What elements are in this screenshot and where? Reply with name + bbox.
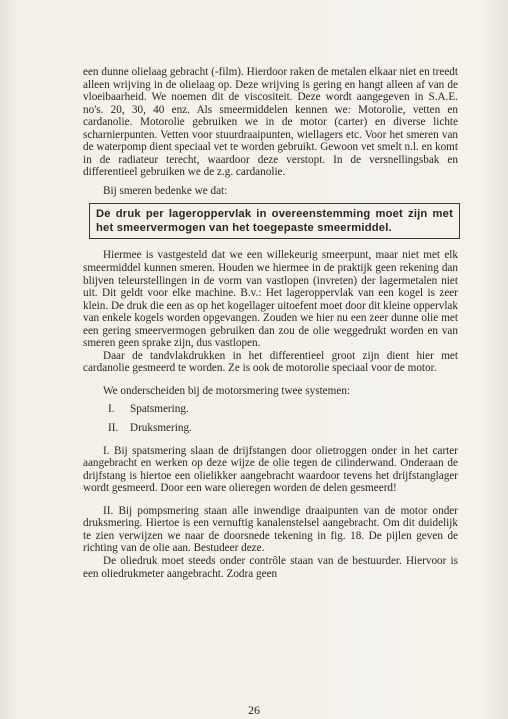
boxed-rule: De druk per lageroppervlak in overeenstemming moet zijn met het smeervermogen van het toegepaste smeermiddel. <box>89 203 460 239</box>
paragraph-differential: Daar de tandvlakdrukken in het differentieel groot zijn dient hier met cardanolie gesmeerd te worden. Ze is ook de motorolie speciaal voor de motor. <box>83 349 458 375</box>
list-item-system-1: I. Spatsmering. <box>108 403 189 416</box>
paragraph-oil-pressure: De oliedruk moet steeds onder contrôle staan van de bestuurder. Hiervoor is een oliedrukmeter aangebracht. Zodra geen <box>83 554 458 580</box>
paragraph-pressure-lubrication: II. Bij pompsmering staan alle inwendige draaipunten van de motor onder druksmering. Hiertoe is een vernuftig kanalenstelsel aangebracht. Om dit duidelijk te zien verwijzen we naar de doorsnede tekening in fig. 18. De pijlen geven de richting van de olie aan. Bestudeer deze. <box>83 504 458 555</box>
paragraph-lubricants: een dunne olielaag gebracht (-film). Hierdoor raken de metalen elkaar niet en treedt alleen wrijving in de olielaag op. Deze wrijving is gering en hangt alleen af van de vloeibaarheid. We noemen dit de viscositeit. Deze wordt aangegeven in S.A.E. no's. 20, 30, 40 enz. Als smeermiddelen kennen we: Motorolie, vetten en cardanolie. Motorolie gebruiken we in de motor (carter) en diverse lichte scharnierpunten. Vetten voor stuurdraaipunten, wiellagers etc. Voor het smeren van de waterpomp dient speciaal vet te worden gebruikt. Gewoon vet smelt n.l. en komt in de radiateur terecht, waardoor deze verstopt. In de versnellingsbak en differentieel gebruiken we de z.g. cardanolie. <box>83 66 458 179</box>
paragraph-ball-bearing: Hiermee is vastgesteld dat we een willekeurig smeerpunt, maar niet met elk smeermiddel kunnen smeren. Houden we hiermee in de praktijk geen rekening dan blijven teleurstellingen in de vorm van vastlopen (invreten) der lagermetalen niet uit. Dit geldt voor elke machine. B.v.: Het lageroppervlak van een kogel is zeer klein. De druk die een as op het kogellager uitoefent moet door dit kleine oppervlak van enkele kogels worden opgevangen. Zouden we hier nu een zeer dunne olie met een gering smeervermogen gebruiken dan zou de olie weggedrukt worden en van smeren geen sprake zijn, dus vastlopen. <box>83 249 458 350</box>
list-item-system-2: II. Druksmering. <box>108 422 192 435</box>
body-text <box>83 66 458 580</box>
paragraph-splash-lubrication: I. Bij spatsmering slaan de drijfstangen door olietroggen onder in het carter aangebracht en werken op deze wijze de olie tegen de cilinderwand. Onderaan de drijfstang is hiertoe een olielikker aangebracht waardoor tevens het drijfstanglager wordt gesmeerd. Door een ware olieregen worden de delen gesmeerd! <box>83 444 458 495</box>
paragraph-intro-rule: Bij smeren bedenke we dat: <box>103 184 228 197</box>
paragraph-systems-intro: We onderscheiden bij de motorsmering twee systemen: <box>103 384 351 397</box>
page-number: 26 <box>248 703 260 717</box>
